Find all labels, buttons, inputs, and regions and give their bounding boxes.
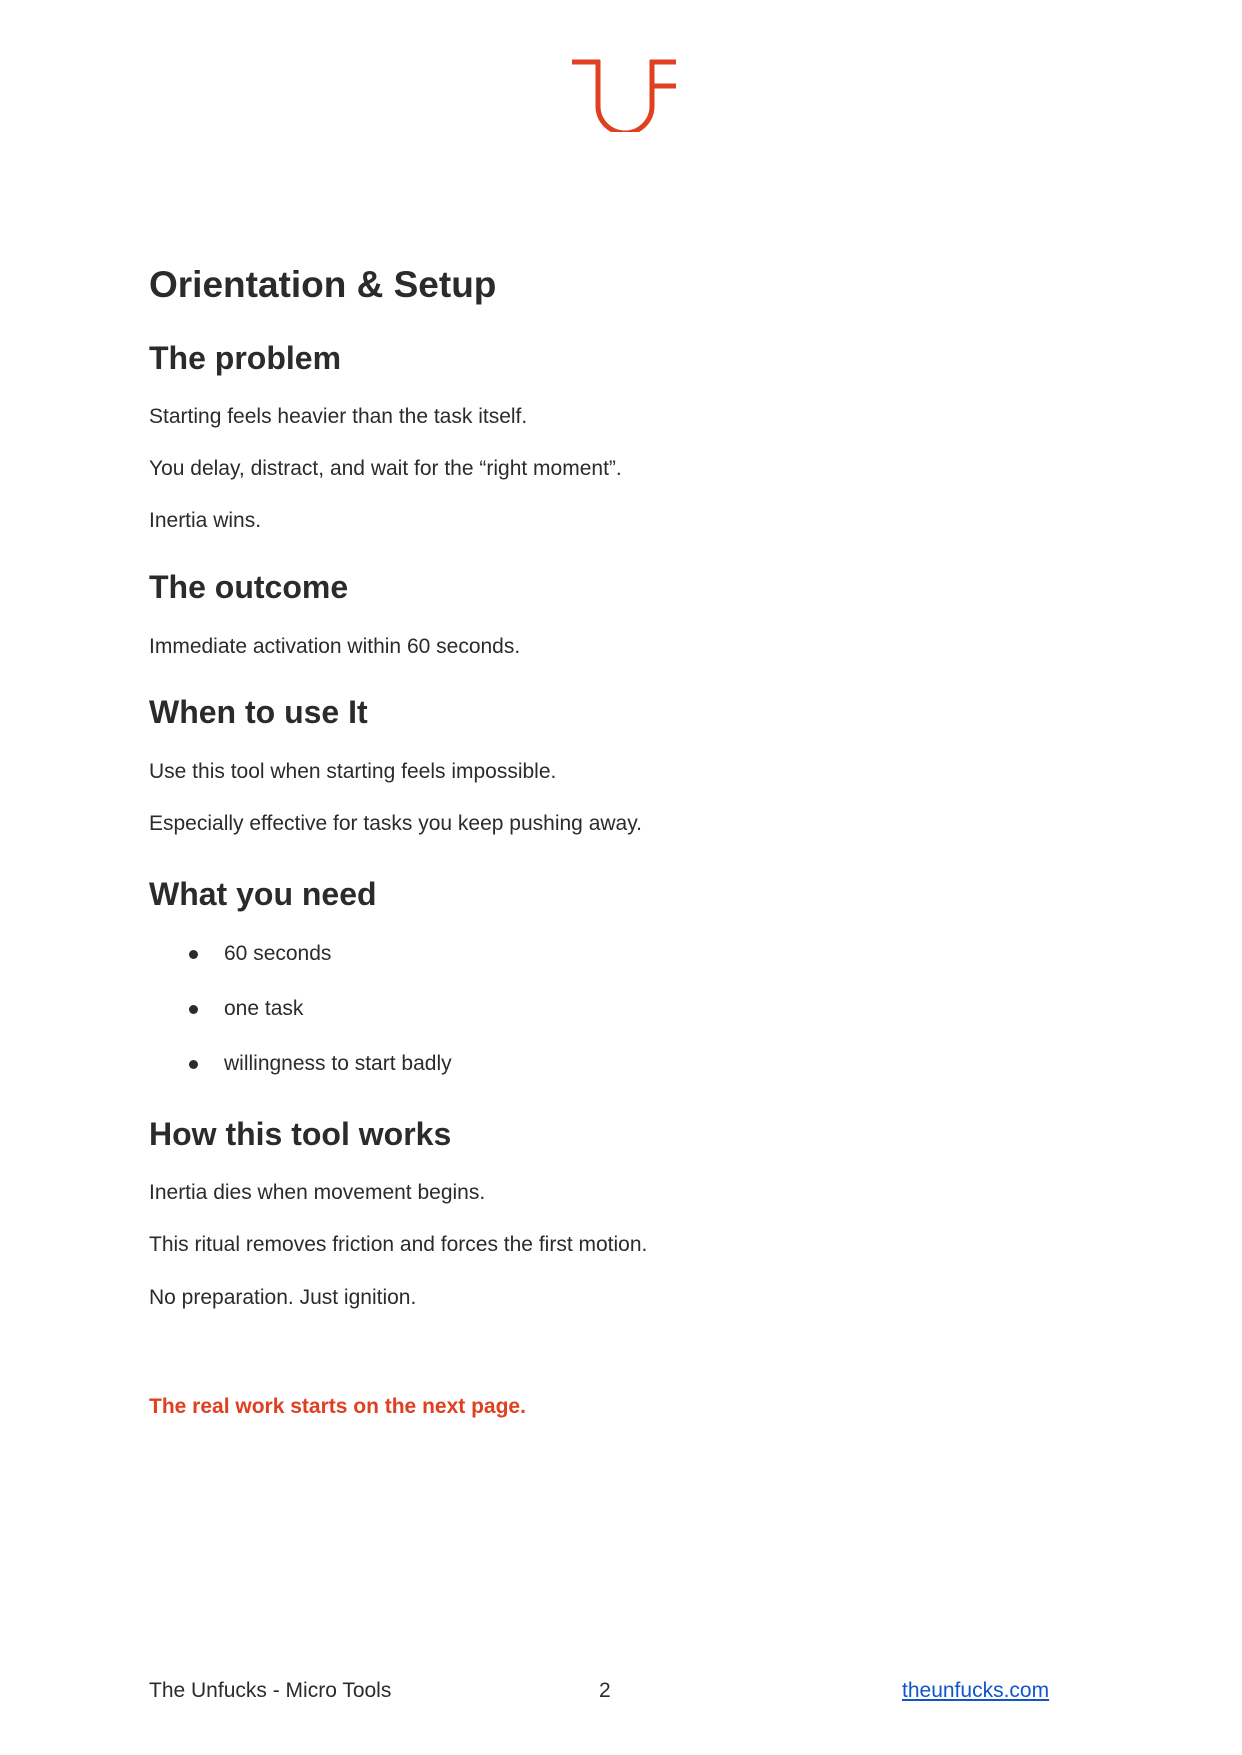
section-heading-outcome: The outcome (149, 569, 349, 605)
paragraph: Immediate activation within 60 seconds. (149, 635, 521, 658)
section-heading-what-you-need: What you need (149, 876, 377, 912)
bullet-icon (189, 1060, 198, 1069)
bullet-icon (189, 1005, 198, 1014)
paragraph: Use this tool when starting feels impossible. (149, 760, 557, 783)
bullet-icon (189, 950, 198, 959)
list-item-text: one task (224, 997, 304, 1020)
paragraph: Inertia dies when movement begins. (149, 1181, 486, 1204)
paragraph: Inertia wins. (149, 509, 262, 532)
paragraph: No preparation. Just ignition. (149, 1286, 417, 1309)
next-page-callout: The real work starts on the next page. (149, 1395, 526, 1418)
uf-logo-icon (572, 58, 678, 132)
section-heading-when-to-use: When to use It (149, 694, 368, 730)
paragraph: Especially effective for tasks you keep pushing away. (149, 812, 642, 835)
list-item-text: willingness to start badly (224, 1052, 452, 1075)
page-number: 2 (599, 1679, 611, 1702)
page-title: Orientation & Setup (149, 264, 497, 305)
paragraph: This ritual removes friction and forces the first motion. (149, 1233, 648, 1256)
paragraph: You delay, distract, and wait for the “right moment”. (149, 457, 622, 480)
footer-title: The Unfucks - Micro Tools (149, 1679, 392, 1702)
list-item-text: 60 seconds (224, 942, 332, 965)
section-heading-how-it-works: How this tool works (149, 1116, 452, 1152)
paragraph: Starting feels heavier than the task itself. (149, 405, 528, 428)
section-heading-problem: The problem (149, 340, 342, 376)
website-link[interactable]: theunfucks.com (902, 1679, 1050, 1702)
